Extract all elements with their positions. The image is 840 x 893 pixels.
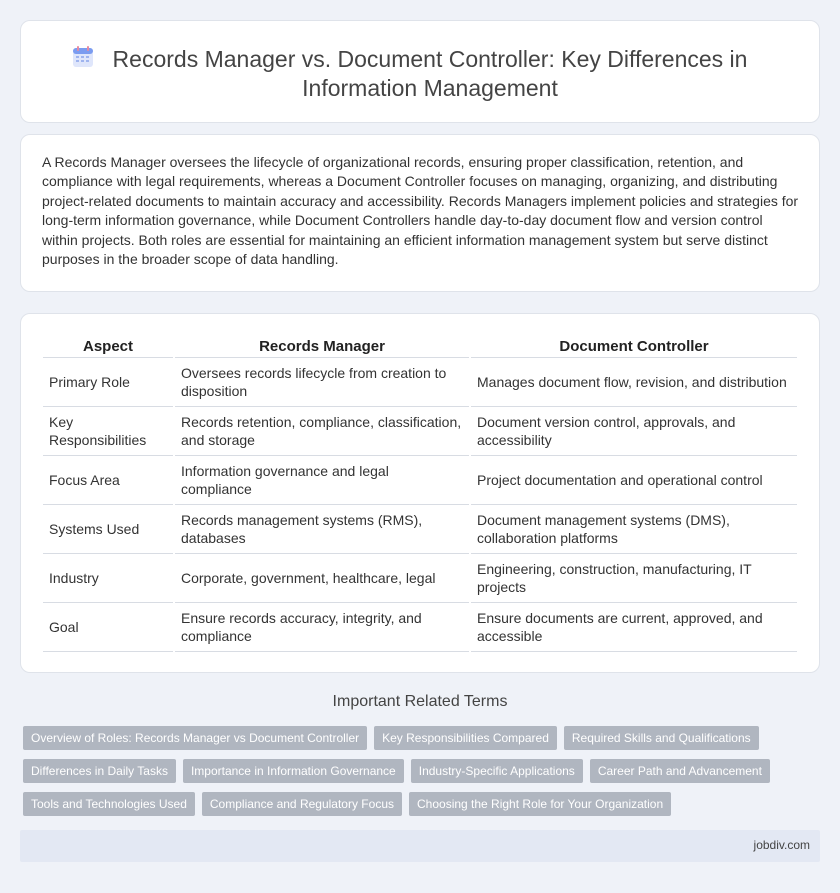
table-cell: Primary Role <box>43 358 173 407</box>
header-aspect: Aspect <box>43 334 173 358</box>
table-row <box>43 358 797 407</box>
table-cell: Records management systems (RMS), databases <box>175 505 469 554</box>
comparison-card <box>20 313 820 673</box>
related-term-tag[interactable]: Required Skills and Qualifications <box>564 726 759 750</box>
related-terms-list <box>23 726 803 816</box>
table-cell: Ensure records accuracy, integrity, and compliance <box>175 603 469 652</box>
related-term-tag[interactable]: Overview of Roles: Records Manager vs Document Controller <box>23 726 367 750</box>
table-cell: Focus Area <box>43 456 173 505</box>
footer <box>20 830 820 862</box>
related-term-tag[interactable]: Choosing the Right Role for Your Organization <box>409 792 671 816</box>
table-cell: Oversees records lifecycle from creation to disposition <box>175 358 469 407</box>
table-cell: Information governance and legal compliance <box>175 456 469 505</box>
related-term-tag[interactable]: Importance in Information Governance <box>183 759 404 783</box>
related-term-tag[interactable]: Differences in Daily Tasks <box>23 759 176 783</box>
related-term-tag[interactable]: Key Responsibilities Compared <box>374 726 557 750</box>
header-records-manager: Records Manager <box>175 334 469 358</box>
table-cell: Document version control, approvals, and accessibility <box>471 407 797 456</box>
table-cell: Manages document flow, revision, and distribution <box>471 358 797 407</box>
title-card <box>20 20 820 123</box>
table-cell: Systems Used <box>43 505 173 554</box>
table-row <box>43 505 797 554</box>
footer-site-link[interactable]: jobdiv.com <box>753 838 810 852</box>
intro-card <box>20 134 820 292</box>
header-document-controller: Document Controller <box>471 334 797 358</box>
page-title: Records Manager vs. Document Controller: Key Differences in Information Management <box>112 46 748 101</box>
table-header-row <box>43 334 797 358</box>
table-cell: Industry <box>43 554 173 603</box>
related-term-tag[interactable]: Career Path and Advancement <box>590 759 770 783</box>
table-cell: Ensure documents are current, approved, and accessible <box>471 603 797 652</box>
table-row <box>43 407 797 456</box>
related-term-tag[interactable]: Industry-Specific Applications <box>411 759 583 783</box>
related-terms-heading: Important Related Terms <box>332 693 508 710</box>
table-row <box>43 603 797 652</box>
comparison-table <box>41 334 799 652</box>
table-cell: Key Responsibilities <box>43 407 173 456</box>
table-cell: Project documentation and operational control <box>471 456 797 505</box>
table-cell: Engineering, construction, manufacturing, IT projects <box>471 554 797 603</box>
table-row <box>43 554 797 603</box>
related-term-tag[interactable]: Tools and Technologies Used <box>23 792 195 816</box>
intro-paragraph: A Records Manager oversees the lifecycle of organizational records, ensuring proper classification, retention, and compliance with legal requirements, whereas a Document Controller focuses on managing, organizing, and distributing project-related documents to maintain accuracy and accessibility. Records Managers implement policies and strategies for long-term information governance, while Document Controllers handle day-to-day document flow and version control within projects. Both roles are essential for maintaining an efficient information management system but serve distinct purposes in the broader scope of data handling. <box>42 154 799 268</box>
related-term-tag[interactable]: Compliance and Regulatory Focus <box>202 792 402 816</box>
table-row <box>43 456 797 505</box>
table-cell: Document management systems (DMS), collaboration platforms <box>471 505 797 554</box>
table-cell: Records retention, compliance, classification, and storage <box>175 407 469 456</box>
table-cell: Corporate, government, healthcare, legal <box>175 554 469 603</box>
table-cell: Goal <box>43 603 173 652</box>
